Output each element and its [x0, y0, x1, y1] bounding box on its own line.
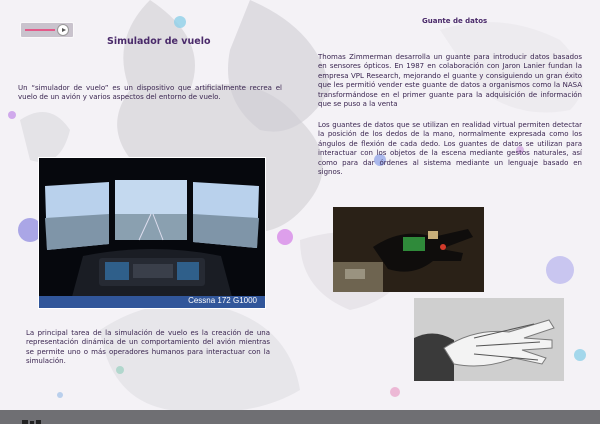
left-title: Simulador de vuelo	[107, 36, 211, 47]
flight-simulator-image	[38, 157, 266, 309]
progress-bar	[25, 29, 55, 31]
exoskeleton-glove-image	[414, 298, 564, 381]
left-body: La principal tarea de la simulación de vuelo es la creación de una representación dinámica de un comportamiento del avión mientras se permite uno o más operadores humanos para interactuar con la simulación.	[26, 329, 270, 366]
right-paragraph-1: Thomas Zimmerman desarrolla un guante para introducir datos basados en sensores ópticos. En 1987 en colaboración con Jaron Lanier fundan la empresa VPL Research, mejorando el guante y consiguiendo un gran éxito que les permitió vender este guante de datos a organismos como la NASA transformándose en el primer guante para la adquisición de información que se puso a la venta	[318, 53, 582, 109]
left-intro: Un “simulador de vuelo” es un dispositivo que artificialmente recrea el vuelo de un avión y varios aspectos del entorno de vuelo.	[18, 84, 282, 102]
right-title: Guante de datos	[422, 17, 488, 25]
image-caption: Cessna 172 G1000	[188, 296, 257, 305]
data-glove-image	[333, 207, 484, 292]
footer-bar	[0, 410, 600, 424]
media-control[interactable]	[20, 22, 74, 38]
right-paragraph-2: Los guantes de datos que se utilizan en realidad virtual permiten detectar la posición de los dedos de la mano, normalmente expresada como los ángulos de flexión de cada dedo. Los guantes de datos se utilizan para interactuar con los objetos de la escena mediante gestos naturales, así como para dar órdenes al sistema mediante un lenguaje basado en signos.	[318, 121, 582, 177]
play-icon[interactable]	[57, 24, 69, 36]
logo-icon	[22, 419, 62, 424]
